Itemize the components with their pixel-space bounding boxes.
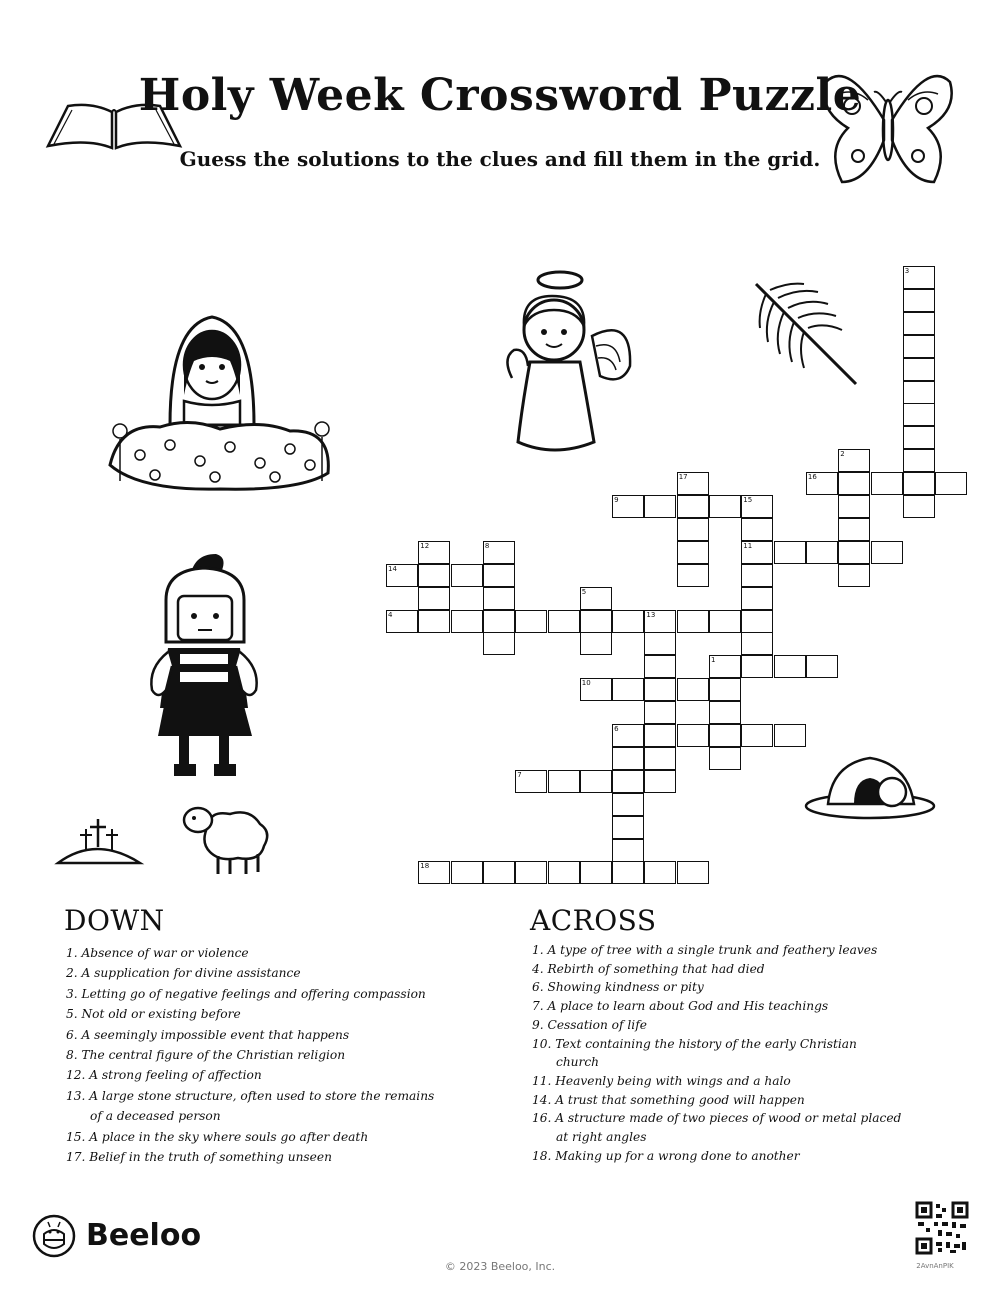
grid-cell[interactable]: [483, 587, 515, 610]
grid-cell[interactable]: [903, 312, 935, 335]
grid-cell[interactable]: [612, 861, 644, 884]
grid-cell[interactable]: [838, 541, 870, 564]
clue-item: 3. Letting go of negative feelings and offering compassion: [66, 986, 426, 1001]
clue-number: 11: [743, 541, 753, 550]
grid-cell[interactable]: [677, 861, 709, 884]
grid-cell[interactable]: [838, 472, 870, 495]
grid-cell[interactable]: [741, 564, 773, 587]
clue-number: 2: [840, 450, 845, 459]
clue-number: 9: [614, 496, 619, 504]
clue-item: 9. Cessation of life: [532, 1017, 647, 1032]
grid-cell[interactable]: [548, 610, 580, 633]
grid-cell[interactable]: [612, 839, 644, 862]
copyright-text: © 2023 Beeloo, Inc.: [444, 1260, 556, 1273]
grid-cell[interactable]: [451, 564, 483, 587]
clue-item: 12. A strong feeling of affection: [66, 1068, 262, 1083]
clue-number: 18: [420, 862, 430, 871]
clue-item: 10. Text containing the history of the early Christian: [532, 1036, 857, 1051]
grid-cell[interactable]: [774, 724, 806, 747]
grid-cell[interactable]: [741, 632, 773, 655]
clue-item: 6. Showing kindness or pity: [532, 980, 704, 995]
qr-code-icon: [916, 1202, 968, 1254]
grid-cell[interactable]: [903, 449, 935, 472]
brand-name: Beeloo: [86, 1218, 202, 1253]
clue-item: 17. Belief in the truth of something unseen: [66, 1150, 332, 1164]
clue-item: 1. A type of tree with a single trunk and feathery leaves: [532, 943, 878, 957]
grid-cell[interactable]: [806, 655, 838, 678]
grid-cell[interactable]: [483, 632, 515, 655]
clue-item: 18. Making up for a wrong done to another: [532, 1148, 800, 1163]
grid-cell[interactable]: [677, 564, 709, 587]
grid-cell[interactable]: [612, 816, 644, 839]
across-heading: ACROSS: [530, 904, 657, 937]
grid-cell[interactable]: [644, 632, 676, 655]
grid-cell[interactable]: [838, 518, 870, 541]
clue-item: 2. A supplication for divine assistance: [66, 966, 301, 981]
clue-number: 8: [484, 541, 490, 550]
clue-item: 11. Heavenly being with wings and a halo: [532, 1073, 791, 1088]
page-title: Holy Week Crossword Puzzle: [138, 70, 862, 121]
grid-cell[interactable]: [871, 541, 903, 564]
grid-cell[interactable]: [871, 472, 903, 495]
grid-cell[interactable]: [709, 610, 741, 633]
grid-cell[interactable]: [483, 610, 515, 633]
clue-number: 15: [743, 496, 753, 504]
grid-cell[interactable]: [677, 678, 709, 701]
grid-cell[interactable]: [709, 495, 741, 518]
clue-number: 1: [711, 656, 716, 665]
grid-cell[interactable]: [677, 518, 709, 541]
grid-cell[interactable]: [580, 610, 612, 633]
grid-cell[interactable]: [677, 495, 709, 518]
clue-item: 4. Rebirth of something that had died: [532, 961, 765, 976]
clue-item: at right angles: [556, 1130, 647, 1144]
grid-cell[interactable]: [774, 655, 806, 678]
grid-cell[interactable]: [418, 564, 450, 587]
grid-cell[interactable]: [935, 472, 967, 495]
grid-cell[interactable]: [644, 747, 676, 770]
grid-cell[interactable]: [741, 610, 773, 633]
grid-cell[interactable]: [903, 381, 935, 404]
grid-cell[interactable]: [515, 861, 547, 884]
clue-number: 12: [420, 541, 430, 550]
grid-cell[interactable]: [741, 518, 773, 541]
clue-item: church: [556, 1055, 600, 1070]
clue-number: 5: [581, 587, 587, 596]
clue-number: 7: [517, 770, 522, 779]
grid-cell[interactable]: [548, 770, 580, 793]
grid-cell[interactable]: [451, 610, 483, 633]
clue-number: 17: [678, 473, 688, 482]
grid-cell[interactable]: [903, 426, 935, 449]
grid-cell[interactable]: [612, 610, 644, 633]
grid-cell[interactable]: [677, 541, 709, 564]
grid-cell[interactable]: [644, 701, 676, 724]
grid-cell[interactable]: [612, 678, 644, 701]
grid-cell[interactable]: [483, 564, 515, 587]
grid-cell[interactable]: [515, 610, 547, 633]
grid-cell[interactable]: [806, 541, 838, 564]
clue-number: 3: [904, 267, 910, 275]
grid-cell[interactable]: [580, 632, 612, 655]
grid-cell[interactable]: [644, 495, 676, 518]
clue-number: 13: [646, 610, 656, 619]
grid-cell[interactable]: [483, 861, 515, 884]
grid-cell[interactable]: [580, 861, 612, 884]
grid-cell[interactable]: [644, 724, 676, 747]
page-subtitle: Guess the solutions to the clues and fill them in the grid.: [179, 147, 821, 171]
grid-cell[interactable]: [677, 724, 709, 747]
clue-number: 6: [614, 725, 619, 733]
clue-number: 4: [388, 610, 393, 619]
grid-cell[interactable]: [838, 495, 870, 518]
grid-cell[interactable]: [644, 770, 676, 793]
clue-item: 13. A large stone structure, often used to store the remains: [66, 1088, 435, 1103]
grid-cell[interactable]: [838, 564, 870, 587]
grid-cell[interactable]: [903, 403, 935, 426]
grid-cell[interactable]: [418, 587, 450, 610]
grid-cell[interactable]: [644, 678, 676, 701]
grid-cell[interactable]: [903, 358, 935, 381]
grid-cell[interactable]: [548, 861, 580, 884]
grid-cell[interactable]: [741, 587, 773, 610]
grid-cell[interactable]: [644, 861, 676, 884]
grid-cell[interactable]: [741, 655, 773, 678]
down-heading: DOWN: [64, 904, 165, 937]
clue-item: 7. A place to learn about God and His teachings: [532, 999, 829, 1014]
grid-cell[interactable]: [903, 472, 935, 495]
grid-cell[interactable]: [709, 701, 741, 724]
clue-item: 14. A trust that something good will happen: [532, 1092, 805, 1107]
clue-number: 10: [581, 679, 591, 688]
grid-cell[interactable]: [903, 335, 935, 358]
grid-cell[interactable]: [580, 770, 612, 793]
grid-cell[interactable]: [709, 724, 741, 747]
clue-item: 1. Absence of war or violence: [66, 946, 249, 960]
bee-logo-icon: [32, 1214, 76, 1258]
grid-cell[interactable]: [774, 541, 806, 564]
qr-label: 2AvnAnPIK: [916, 1262, 954, 1270]
clue-number: 14: [388, 564, 397, 573]
grid-cell[interactable]: [677, 610, 709, 633]
clue-item: 6. A seemingly impossible event that happens: [66, 1027, 350, 1042]
clue-item: of a deceased person: [90, 1109, 221, 1124]
clue-item: 5. Not old or existing before: [66, 1007, 241, 1022]
clue-item: 15. A place in the sky where souls go after death: [66, 1129, 369, 1144]
clue-item: 8. The central figure of the Christian religion: [66, 1048, 346, 1062]
grid-cell[interactable]: [903, 495, 935, 518]
clue-number: 16: [807, 473, 817, 482]
grid-cell[interactable]: [741, 724, 773, 747]
grid-cell[interactable]: [709, 747, 741, 770]
grid-cell[interactable]: [451, 861, 483, 884]
clue-item: 16. A structure made of two pieces of wood or metal placed: [532, 1111, 902, 1126]
grid-cell[interactable]: [903, 289, 935, 312]
grid-cell[interactable]: [612, 770, 644, 793]
grid-cell[interactable]: [644, 655, 676, 678]
grid-cell[interactable]: [418, 610, 450, 633]
grid-cell[interactable]: [709, 678, 741, 701]
grid-cell[interactable]: [612, 793, 644, 816]
grid-cell[interactable]: [612, 747, 644, 770]
